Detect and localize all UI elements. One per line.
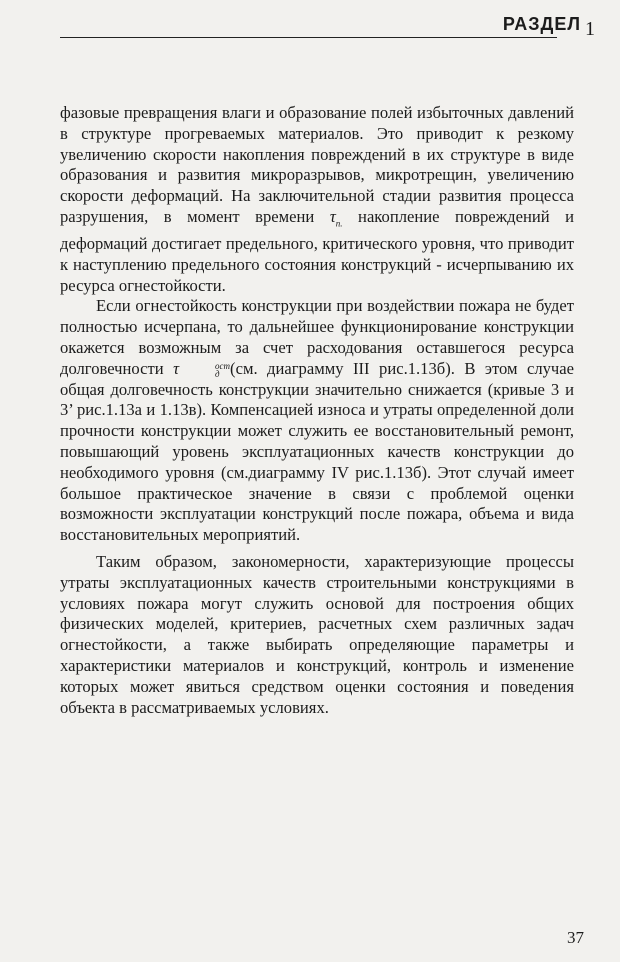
section-label: РАЗДЕЛ bbox=[502, 14, 581, 34]
paragraph-1-text-b: накопление повреждений и деформаций достигает предельного, критического уровня, что приводит к наступлению предельного состояния конструкций - исчерпыванию их ресурса огнестойкости. bbox=[60, 206, 574, 295]
paragraph-2-text-b: (см. диаграмму III рис.1.13б). В этом случае общая долговечность конструкции значительно снижается (кривые 3 и 3’ рис.1.13а и 1.13в). Компенсацией износа и утраты определенной доли прочности конструкции может служить ее восстановительный ремонт, повышающий уровень эксплуатационных качеств конструкции до необходимого уровня (см.диаграмму IV рис.1.13б). Этот случай имеет большое практическое значение в связи с проблемой оценки возможности эксплуатации конструкций после пожара, объема и вида восстановительных мероприятий. bbox=[60, 358, 574, 545]
running-header bbox=[60, 10, 595, 40]
header-rule bbox=[60, 37, 557, 38]
tau-residual-symbol: τ ост д bbox=[173, 358, 231, 379]
paragraph-1 bbox=[60, 103, 574, 296]
paragraph-2-text-a: Если огнестойкость конструкции при воздействии пожара не будет полностью исчерпана, то дальнейшее функционирование конструкции окажется возможным за счет расходования оставшегося ресурса долговечности bbox=[60, 296, 574, 378]
paragraph-3: Таким образом, закономерности, характеризующие процессы утраты эксплуатационных качеств строительными конструкциями в условиях пожара могут служить основой для построения общих физических моделей, критериев, расчетных схем различных задач огнестойкости, а также выбирать определяющие параметры и характеристики материалов и конструкций, контроль и изменение которых может явиться средством оценки состояния и поведения объекта в рассматриваемых условиях. bbox=[60, 552, 574, 717]
section-number: 1 bbox=[585, 18, 595, 40]
paragraph-1-text-a: фазовые превращения влаги и образование полей избыточных давлений в структуре прогреваемых материалов. Это приводит к резкому увеличению скорости накопления повреждений в их структуре в виде образования и развития микроразрывов, микротрещин, увеличению скорости деформаций. На заключительной стадии развития процесса разрушения, в момент времени bbox=[60, 103, 574, 226]
page-number: 37 bbox=[567, 928, 584, 947]
paragraph-2 bbox=[60, 296, 574, 546]
body-text bbox=[60, 103, 574, 718]
tau-p-symbol: $\tau_{п.}$ bbox=[329, 206, 343, 229]
